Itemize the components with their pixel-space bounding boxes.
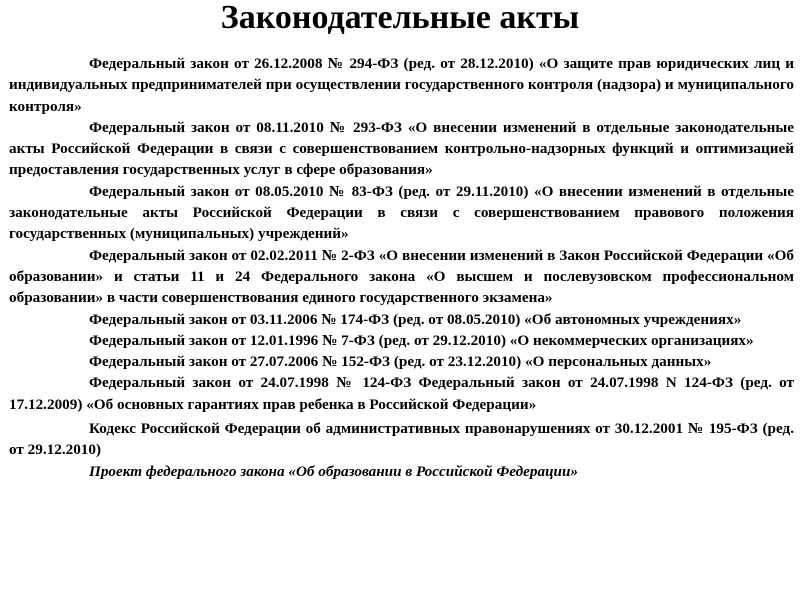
act-item-124-fz: Федеральный закон от 24.07.1998 № 124-ФЗ Федеральный закон от 24.07.1998 N 124-ФЗ (ред. от 17.12.2009) «Об основных гарантиях прав ребенка в Российской Федерации» [9, 374, 794, 413]
act-item-152-fz: Федеральный закон от 27.07.2006 № 152-ФЗ (ред. от 23.12.2010) «О персональных данных» [89, 353, 712, 371]
act-item-293-fz: Федеральный закон от 08.11.2010 № 293-ФЗ «О внесении изменений в отдельные законодательные акты Российской Федерации в связи с совершенствованием контрольно-надзорных функций и оптимизацией предоставления государственных услуг в сфере образования» [9, 118, 794, 179]
slide-title: Законодательные акты [220, 0, 580, 36]
act-item-174-fz: Федеральный закон от 03.11.2006 № 174-ФЗ (ред. от 08.05.2010) «Об автономных учреждениях» [89, 310, 742, 328]
act-item-koap: Кодекс Российской Федерации об административных правонарушениях от 30.12.2001 № 195-ФЗ (ред. от 29.12.2010) [9, 420, 794, 459]
act-item-draft-law: Проект федерального закона «Об образовании в Российской Федерации» [89, 462, 579, 480]
legislative-acts-list [9, 53, 794, 482]
act-item-294-fz: Федеральный закон от 26.12.2008 № 294-ФЗ (ред. от 28.12.2010) «О защите прав юридических лиц и индивидуальных предпринимателей при осуществлении государственного контроля (надзора) и муниципального контроля» [9, 55, 794, 115]
act-item-83-fz: Федеральный закон от 08.05.2010 № 83-ФЗ (ред. от 29.11.2010) «О внесении изменений в отдельные законодательные акты Российской Федерации в связи с совершенствованием правового положения государственных (муниципальных) учреждений» [9, 182, 794, 243]
act-item-2-fz: Федеральный закон от 02.02.2011 № 2-ФЗ «О внесении изменений в Закон Российской Федерации «Об образовании» и статьи 11 и 24 Федерального закона «О высшем и послевузовском профессиональном образовании» в части совершенствования единого государственного экзамена» [9, 246, 794, 307]
act-item-7-fz: Федеральный закон от 12.01.1996 № 7-ФЗ (ред. от 29.12.2010) «О некоммерческих организациях» [89, 331, 754, 349]
